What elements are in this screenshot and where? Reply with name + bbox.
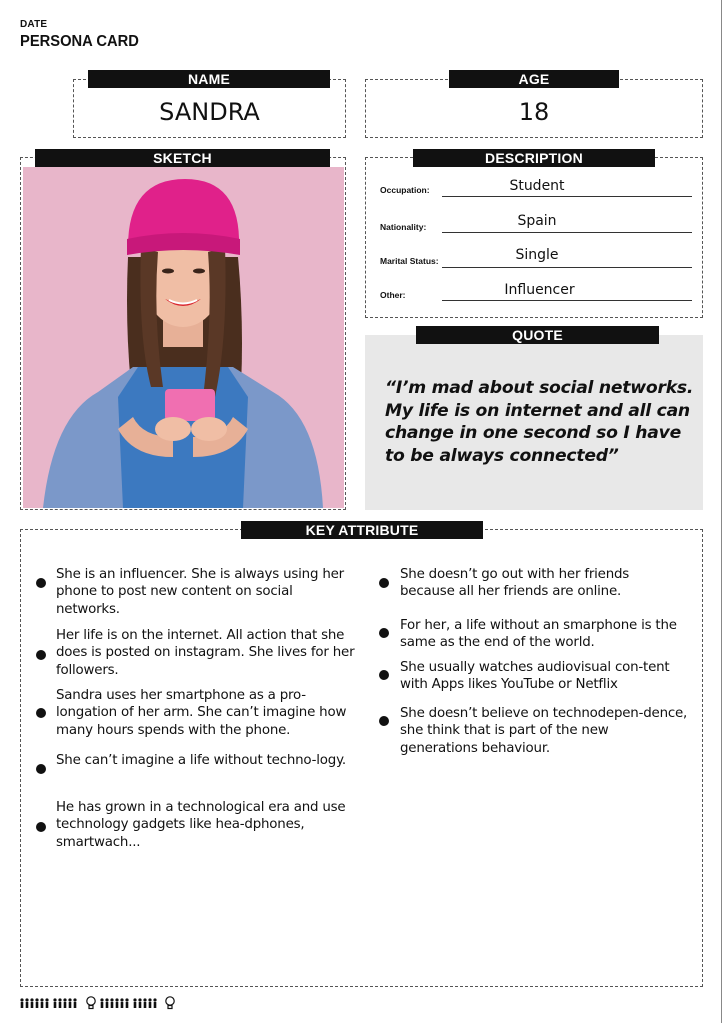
date-label: DATE [20,19,48,30]
attribute-item: She doesn’t believe on technodepen-dence, she think that is part of the new generations behaviour. [400,706,688,756]
bullet-icon [36,650,46,660]
lightbulb-icon [166,997,174,1009]
description-value-marital-status: Single [515,247,559,263]
attribute-item: She is an influencer. She is always using her phone to post new content on social networks. [56,567,344,617]
people-group-icon [53,998,76,1008]
bullet-icon [36,764,46,774]
attribute-item: He has grown in a technological era and use technology gadgets like hea-dphones, smartwach... [56,800,346,850]
attribute-item: Sandra uses her smartphone as a pro-longation of her arm. She can’t imagine how many hours spends with the phone. [56,688,347,738]
bullet-icon [379,670,389,680]
age-header: AGE [449,70,619,88]
document-title: PERSONA CARD [20,33,139,50]
description-value-other: Influencer [504,282,575,298]
persona-photo [23,167,344,508]
name-value: SANDRA [159,98,260,126]
bullet-icon [379,578,389,588]
people-group-icon [20,998,48,1008]
key-attribute-header: KEY ATTRIBUTE [241,521,483,539]
bullet-icon [36,578,46,588]
description-header: DESCRIPTION [413,149,655,167]
bullet-icon [36,822,46,832]
bullet-icon [36,708,46,718]
description-label-occupation: Occupation: [380,185,430,195]
description-label-other: Other: [380,290,406,300]
quote-text: “I’m mad about social networks. My life is on internet and all can change in one second so I have to be always connected” [385,378,694,466]
attribute-item: She usually watches audiovisual con-tent with Apps likes YouTube or Netflix [400,660,670,693]
description-line-occupation [442,196,692,197]
description-label-marital-status: Marital Status: [380,256,439,266]
name-header: NAME [88,70,330,88]
lightbulb-icon [87,997,95,1009]
footer-icons [20,995,180,1015]
age-value: 18 [518,98,550,126]
bullet-icon [379,716,389,726]
description-value-nationality: Spain [517,213,557,229]
sketch-header: SKETCH [35,149,330,167]
people-group-icon [133,998,156,1008]
description-line-nationality [442,232,692,233]
page-edge-line [721,0,722,1023]
attribute-item: For her, a life without an smarphone is the same as the end of the world. [400,618,677,651]
description-line-marital-status [442,267,692,268]
quote-header: QUOTE [416,326,659,344]
people-group-icon [100,998,128,1008]
description-label-nationality: Nationality: [380,222,427,232]
attribute-item: She doesn’t go out with her friends because all her friends are online. [400,567,630,600]
description-line-other [442,300,692,301]
attribute-item: Her life is on the internet. All action that she does is posted on instagram. She lives for her followers. [56,628,355,678]
attribute-item: She can’t imagine a life without techno-logy. [56,753,346,768]
description-value-occupation: Student [509,178,565,194]
bullet-icon [379,628,389,638]
